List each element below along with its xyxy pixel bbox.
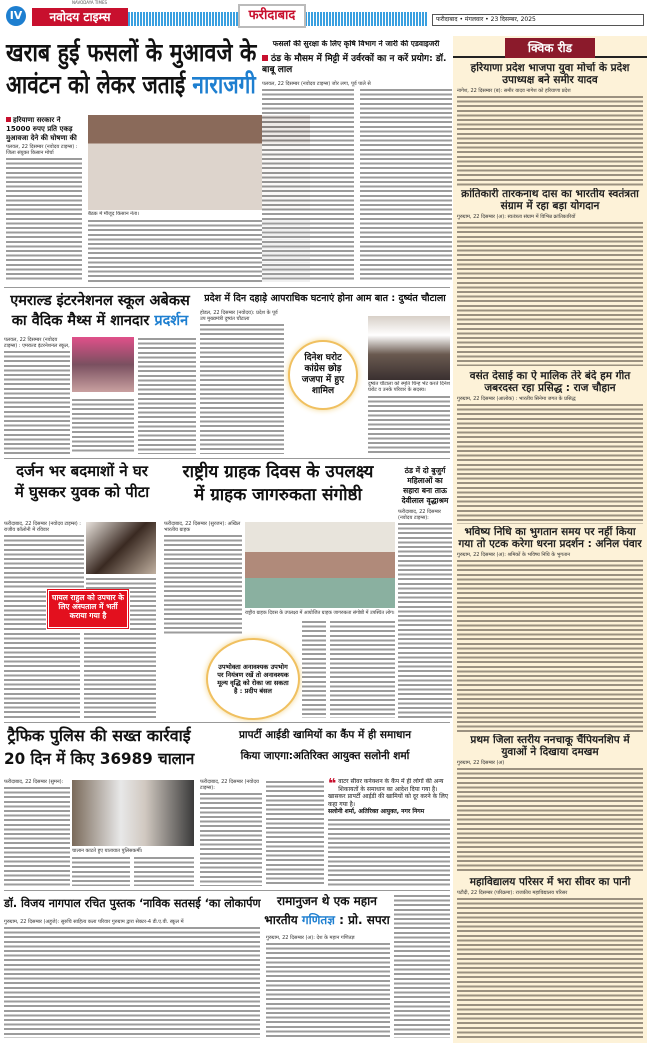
divider: [4, 722, 450, 723]
assault-text: [4, 520, 84, 588]
qr-lede-2: गुरुग्राम, 22 दिसम्बर (अ): स्वतंत्रता संग्राम में विभिन्न क्रांतिकारियों: [457, 214, 643, 220]
traffic-body-2: [72, 856, 130, 886]
abacus-headline-2: का वैदिक मैथ्स में शानदार प्रदर्शन: [11, 313, 189, 329]
qr-lede-5: गुरुग्राम, 22 दिसम्बर (अ): [457, 760, 643, 766]
abacus-body-3: [138, 337, 196, 454]
property-lede: फरीदाबाद, 22 दिसम्बर (नवोदय टाइम्स):: [200, 779, 262, 791]
ramanujan-lede: गुरुग्राम, 22 दिसम्बर (अ): देश के महान गणितज्ञ: [266, 935, 390, 941]
qr-lede-1: नागेश, 22 दिसम्बर (ब): समीर यादव नागेश को हरियाणा प्रदेश: [457, 88, 643, 94]
traffic-caption: चालान काटते हुए यातायात पुलिसकर्मी।: [72, 848, 143, 854]
qr-headline-3: वसंत देसाई का ऐ मालिक तेरे बंदे हम गीत जबरदस्त रहा प्रसिद्ध : राज चौहान: [469, 370, 631, 394]
property-body: [200, 792, 262, 886]
old-age-body: [398, 522, 452, 718]
book-lede: गुरुग्राम, 22 दिसम्बर (अहूजे): सुरुचि साहित्य कला परिवार गुरुग्राम द्वारा सेक्टर-4 डी.ए.वी. स्कूल में: [4, 919, 260, 925]
lead-caption: बैठक में मौजूद किसान नेता।: [88, 211, 139, 217]
chautala-callout: दिनेश घरोट कांग्रेस छोड़ जजपा में हुए शामिल: [288, 340, 358, 410]
consumer-photo: [245, 522, 395, 608]
divider: [4, 890, 450, 891]
abacus-headline-1: एमराल्ड इंटरनेशनल स्कूल अबेकस: [10, 293, 190, 309]
assault-body: [4, 534, 84, 588]
consumer-body-3: [330, 620, 395, 718]
quick-read-column: [453, 36, 647, 1043]
book-body: [4, 926, 260, 1038]
qr-article-6: [457, 876, 643, 1038]
abacus-body: [4, 350, 70, 454]
qr-article-2: [457, 188, 643, 366]
chautala-text: [200, 309, 284, 454]
assault-body-4: [130, 590, 156, 630]
lead-headline-1: खराब हुई फसलों के मुआवजे के: [6, 38, 257, 67]
paper-tag: NAVODAYA TIMES: [72, 0, 108, 5]
consumer-headline-1: राष्ट्रीय ग्राहक दिवस के उपलक्ष्य: [182, 462, 374, 482]
consumer-quote: उपभोक्ता अनावश्यक उपभोग पर नियंत्रण रखें तो अनावश्यक मूल्य वृद्धि को रोका जा सकता है : प्रदीप बंसल: [206, 638, 300, 720]
quote-attribution: सलोनी शर्मा, अतिरिक्त आयुक्त, नगर निगम: [328, 808, 425, 815]
lead-headline-2a: आवंटन को लेकर जताई: [6, 70, 193, 99]
old-age-lede: फरीदाबाद, 22 दिसम्बर (नवोदय टाइम्स):: [398, 509, 452, 521]
chautala-body-2: [368, 395, 450, 454]
consumer-caption: राष्ट्रीय ग्राहक दिवस के उपलक्ष्य में आयोजित ग्राहक जागरुकता संगोष्ठी में उपस्थित लोग।: [245, 610, 395, 616]
chautala-caption: दुष्यंत चौटाला को स्मृति चिन्ह भेंट करते दिनेश घरोट व उनके परिवार के सदस्य।: [368, 381, 450, 393]
qr-body-4: [457, 559, 643, 732]
chautala-photo: [368, 316, 450, 380]
assault-lede: फरीदाबाद, 22 दिसम्बर (नवोदय टाइम्स) : राजीव कॉलोनी में रविवार: [4, 521, 84, 533]
old-age-headline: ठंड में दो बुजुर्ग महिलाओं का सहारा बना ताऊ देवीलाल वृद्धाश्रम: [401, 466, 449, 505]
traffic-headline-2: 20 दिन में किए 36989 चालान: [4, 749, 195, 768]
city-label: फरीदाबाद: [238, 4, 306, 28]
property-text: [200, 778, 262, 886]
property-headline-2: किया जाएगा:अतिरिक्त आयुक्त सलोनी शर्मा: [240, 750, 410, 762]
book-headline: डॉ. विजय नागपाल रचित पुस्तक ‘नाविक सतसई ‘का लोकार्पण: [4, 896, 261, 910]
agri-story: [262, 40, 452, 282]
qr-lede-6: पटौदी, 22 दिसम्बर (परिक्रमा): राजकीय महाविद्यालय परिसर: [457, 890, 643, 896]
ramanujan-text: [266, 934, 390, 1038]
qr-body-1: [457, 95, 643, 186]
traffic-body-3: [134, 856, 194, 886]
property-body-3: [328, 818, 450, 887]
assault-body-5: [4, 632, 80, 718]
paper-logo: नवोदय टाइम्स: [32, 8, 128, 26]
divider: [4, 287, 450, 288]
qr-article-5: [457, 734, 643, 872]
qr-headline-6: महाविद्यालय परिसर में भरा सीवर का पानी: [469, 876, 631, 888]
agri-subhead: ठंड के मौसम में मिट्टी में उर्वरकों का न करें प्रयोग: डॉ. बाबू लाल: [262, 53, 447, 75]
lead-headline-2: [6, 70, 256, 99]
property-quote-box: [328, 778, 450, 886]
qr-article-4: [457, 526, 643, 732]
qr-article-3: [457, 370, 643, 524]
lead-bullet: हरियाणा सरकार ने 15000 रुपए प्रति एकड़ मुआवजा देने की घोषणा की: [6, 116, 77, 142]
divider: [4, 458, 450, 459]
assault-headline-1: दर्जन भर बदमाशों ने घर: [16, 462, 148, 480]
agri-columns: [262, 88, 452, 282]
qr-body-5: [457, 767, 643, 872]
property-body-2: [266, 780, 324, 886]
chautala-lede: होडल, 22 दिसम्बर (नवोदय): प्रदेश के पूर्व उप मुख्यमंत्री दुष्यंत चौटाला: [200, 310, 284, 322]
assault-headline-2: में घुसकर युवक को पीटा: [14, 483, 150, 501]
assault-illustration: [86, 522, 156, 574]
qr-headline-1: हरियाणा प्रदेश भाजपा युवा मोर्चा के प्रदेश उपाध्यक्ष बने समीर यादव: [470, 62, 630, 86]
agri-body: [262, 88, 354, 282]
traffic-photo: [72, 780, 194, 846]
consumer-headline-2: में ग्राहक जागरुकता संगोष्ठी: [194, 485, 362, 505]
property-quote: ❝ वाटर सीवर कनेक्शन के कैंप में ही लोगों की अन्य शिकायतों के समाधान का आदेश दिया गया है। खासकर प्रापर्टी आईडी की खामियों को दूर करने के लिए कहा गया है।: [328, 778, 449, 808]
ramanujan-headline-1: रामानुजन थे एक महान: [277, 894, 377, 908]
consumer-body: [164, 534, 242, 636]
bullet-square-icon: [6, 117, 11, 122]
traffic-body: [4, 786, 70, 886]
ramanujan-headline-2: भारतीय गणितज्ञ : प्रो. सपरा: [264, 913, 390, 927]
assault-body-6: [84, 632, 156, 718]
qr-article-1: [457, 62, 643, 186]
consumer-text: [164, 520, 242, 636]
abacus-text: [4, 336, 70, 454]
lead-headline-2b: नाराजगी: [192, 70, 256, 99]
assault-body-2: [86, 577, 156, 589]
agri-kicker: फसलों की सुरक्षा के लिए कृषि विभाग ने जारी की एडवाइजरी: [272, 40, 440, 48]
chautala-photo-block: [368, 381, 450, 454]
qr-body-3: [457, 403, 643, 524]
edition-badge: IV: [6, 6, 26, 26]
dateline: फरीदाबाद • मंगलवार • 23 दिसम्बर, 2025: [432, 14, 644, 26]
abacus-body-2: [72, 398, 134, 454]
abacus-photo: [72, 337, 134, 392]
lead-sidebar: [6, 116, 82, 282]
assault-body-3: [4, 590, 46, 630]
masthead: [0, 0, 650, 32]
qr-headline-4: भविष्य निधि का भुगतान समय पर नहीं किया गया तो एटक करेगा धरना प्रदर्शन : अनिल पंवार: [458, 526, 642, 550]
old-age-story: [398, 466, 452, 718]
agri-lede: पलवल, 22 दिसम्बर (नवोदय टाइम्स) जोर लगा, पूर्व पाले से: [262, 81, 452, 87]
quote-mark-icon: ❝: [328, 778, 337, 792]
misc-body: [394, 894, 450, 1038]
chautala-headline: प्रदेश में दिन दहाड़े आपराधिक घटनाएं होना आम बात : दुष्यंत चौटाला: [204, 293, 446, 304]
qr-lede-4: गुरुग्राम, 22 दिसम्बर (अ): श्रमिकों के भविष्य निधि के भुगतान: [457, 552, 643, 558]
qr-body-6: [457, 897, 643, 1038]
abacus-lede: पलवल, 22 दिसम्बर (नवोदय टाइम्स) : एमराल्ड इंटरनेशनल स्कूल,: [4, 337, 70, 349]
bullet-square-icon: [262, 55, 268, 61]
qr-headline-2: क्रांतिकारी तारकनाथ दास का भारतीय स्वतंत्रता संग्राम में रहा बड़ा योगदान: [461, 188, 639, 212]
traffic-headline-1: ट्रैफिक पुलिस की सख्त कार्रवाई: [7, 726, 191, 745]
property-headline-1: प्रापर्टी आईडी खामियों का कैंप में ही समाधान: [238, 729, 412, 741]
traffic-lede: फरीदाबाद, 22 दिसम्बर (सुमन):: [4, 779, 70, 785]
agri-body-2: [360, 88, 452, 282]
assault-callout: घायल राहुल को उपचार के लिए अस्पताल में भर्ती कराया गया है: [48, 590, 128, 628]
traffic-text: [4, 778, 70, 886]
book-text: [4, 918, 260, 1038]
lead-lede: पलवल, 22 दिसम्बर (नवोदय टाइम्स) : जिला संयुक्त किसान मोर्चा: [6, 144, 82, 156]
consumer-lede: फरीदाबाद, 22 दिसम्बर (सुरजन): अखिल भारतीय ग्राहक: [164, 521, 241, 533]
consumer-body-2: [302, 620, 326, 718]
chautala-body: [200, 323, 284, 454]
lead-body: [6, 157, 82, 282]
quick-read-tab: क्विक रीड: [505, 38, 595, 58]
qr-lede-3: गुरुग्राम, 22 दिसम्बर (आलोक) : भारतीय सिनेमा जगत के प्रसिद्ध: [457, 396, 643, 402]
qr-headline-5: प्रथम जिला स्तरीय ननचाकू चैंपियनशिप में युवाओं ने दिखाया दमखम: [470, 734, 630, 758]
qr-body-2: [457, 221, 643, 366]
ramanujan-body: [266, 942, 390, 1038]
